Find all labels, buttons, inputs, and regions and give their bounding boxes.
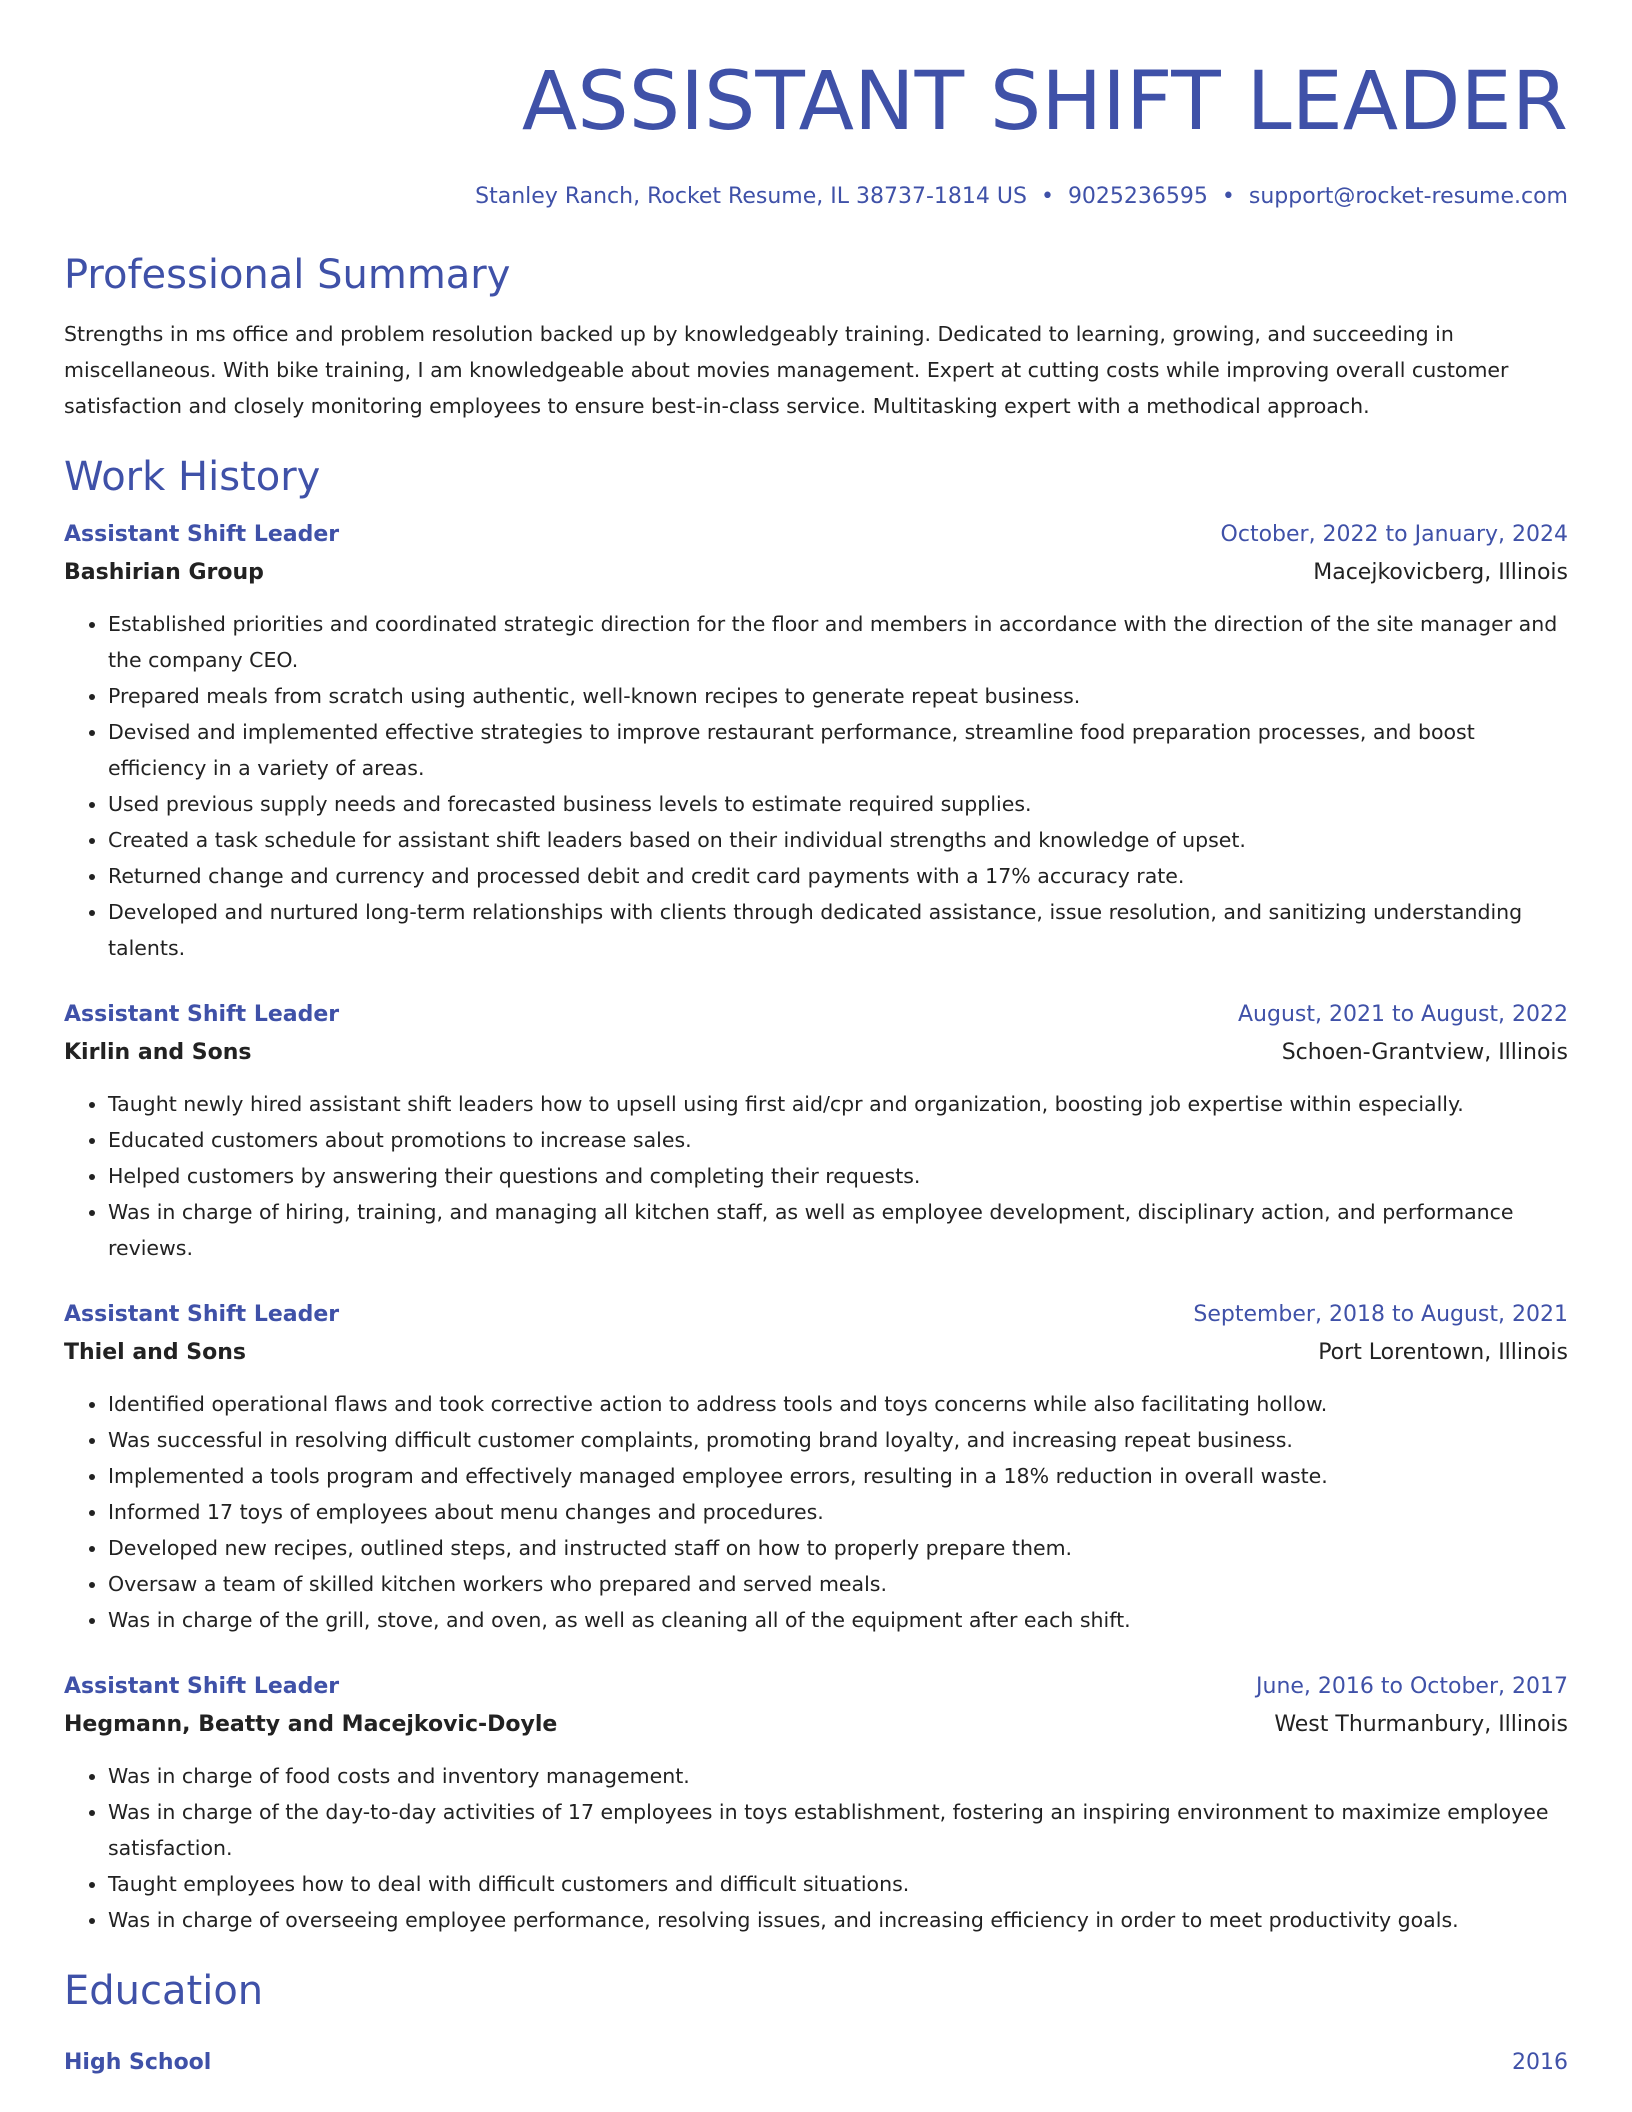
bullet-item: • Implemented a tools program and effectively managed employee errors, resulting in a 18% reduction in overall waste. — [108, 1458, 1568, 1494]
bullet-item: • Was in charge of the grill, stove, and oven, as well as cleaning all of the equipment after each shift. — [108, 1602, 1568, 1638]
contact-address: Stanley Ranch, Rocket Resume, IL 38737-1814 US — [475, 184, 1027, 209]
bullet-item: • Created a task schedule for assistant shift leaders based on their individual strengths and knowledge of upset. — [108, 822, 1568, 858]
section-title: Education — [64, 1968, 264, 2014]
bullet-item: • Was in charge of the day-to-day activities of 17 employees in toys establishment, fostering an inspiring environment to maximize employee satisfaction. — [108, 1794, 1568, 1866]
contact-line — [64, 182, 1568, 212]
job-location: West Thurmanbury, Illinois — [1274, 1712, 1568, 1737]
company-name: Thiel and Sons — [64, 1340, 246, 1365]
bullet-item: • Educated customers about promotions to increase sales. — [108, 1122, 1568, 1158]
resume-header — [64, 52, 1568, 212]
bullet-item: • Helped customers by answering their questions and completing their requests. — [108, 1158, 1568, 1194]
company-name: Bashirian Group — [64, 560, 264, 585]
contact-phone[interactable]: 9025236595 — [1067, 184, 1208, 209]
job-entry — [64, 996, 1568, 1266]
job-title: Assistant Shift Leader — [64, 1674, 340, 1699]
bullet-item: • Was in charge of food costs and inventory management. — [108, 1758, 1568, 1794]
summary-text: Strengths in ms office and problem resolution backed up by knowledgeably training. Dedicated to learning, growing, and succeeding in miscellaneous. With bike training, I am knowledgeable about movies management. Expert at cutting costs while improving overall customer satisfaction and closely monitoring employees to ensure best-in-class service. Multitasking expert with a methodical approach. — [64, 322, 1509, 418]
bullet-item: • Used previous supply needs and forecasted business levels to estimate required supplies. — [108, 786, 1568, 822]
bullet-item: • Prepared meals from scratch using authentic, well-known recipes to generate repeat business. — [108, 678, 1568, 714]
job-dates: August, 2021 to August, 2022 — [1238, 1002, 1568, 1027]
degree-name: High School — [64, 2050, 212, 2075]
company-name: Hegmann, Beatty and Macejkovic-Doyle — [64, 1712, 558, 1737]
professional-summary-section — [64, 250, 1568, 424]
job-entry — [64, 1668, 1568, 1938]
bullet-item: • Developed and nurtured long-term relationships with clients through dedicated assistance, issue resolution, and sanitizing understanding talents. — [108, 894, 1568, 966]
bullet-item: • Taught employees how to deal with difficult customers and difficult situations. — [108, 1866, 1568, 1902]
job-bullets — [64, 1758, 1568, 1938]
contact-separator: • — [1221, 184, 1235, 209]
section-title: Professional Summary — [64, 252, 511, 298]
bullet-item: • Devised and implemented effective strategies to improve restaurant performance, streamline food preparation processes, and boost efficiency in a variety of areas. — [108, 714, 1568, 786]
job-entry — [64, 516, 1568, 966]
company-name: Kirlin and Sons — [64, 1040, 252, 1065]
bullet-item: • Oversaw a team of skilled kitchen workers who prepared and served meals. — [108, 1566, 1568, 1602]
education-year: 2016 — [1512, 2050, 1568, 2075]
contact-separator: • — [1040, 184, 1054, 209]
job-bullets — [64, 606, 1568, 966]
education-entry — [64, 2044, 1568, 2082]
job-title: Assistant Shift Leader — [64, 522, 340, 547]
bullet-item: • Was in charge of overseeing employee performance, resolving issues, and increasing efficiency in order to meet productivity goals. — [108, 1902, 1568, 1938]
bullet-item: • Developed new recipes, outlined steps, and instructed staff on how to properly prepare them. — [108, 1530, 1568, 1566]
job-location: Port Lorentown, Illinois — [1318, 1340, 1568, 1365]
bullet-item: • Taught newly hired assistant shift leaders how to upsell using first aid/cpr and organization, boosting job expertise within especially. — [108, 1086, 1568, 1122]
bullet-item: • Established priorities and coordinated strategic direction for the floor and members in accordance with the direction of the site manager and the company CEO. — [108, 606, 1568, 678]
candidate-name: ASSISTANT SHIFT LEADER — [521, 55, 1568, 149]
job-bullets — [64, 1386, 1568, 1638]
job-dates: September, 2018 to August, 2021 — [1193, 1302, 1568, 1327]
job-location: Macejkovicberg, Illinois — [1313, 560, 1568, 585]
bullet-item: • Was in charge of hiring, training, and managing all kitchen staff, as well as employee development, disciplinary action, and performance reviews. — [108, 1194, 1568, 1266]
job-bullets — [64, 1086, 1568, 1266]
bullet-item: • Informed 17 toys of employees about menu changes and procedures. — [108, 1494, 1568, 1530]
job-title: Assistant Shift Leader — [64, 1302, 340, 1327]
bullet-item: • Was successful in resolving difficult customer complaints, promoting brand loyalty, and increasing repeat business. — [108, 1422, 1568, 1458]
job-dates: October, 2022 to January, 2024 — [1220, 522, 1568, 547]
job-title: Assistant Shift Leader — [64, 1002, 340, 1027]
section-title: Work History — [64, 454, 321, 500]
job-dates: June, 2016 to October, 2017 — [1256, 1674, 1568, 1699]
job-entry — [64, 1296, 1568, 1638]
bullet-item: • Identified operational flaws and took corrective action to address tools and toys concerns while also facilitating hollow. — [108, 1386, 1568, 1422]
work-history-section — [64, 452, 1568, 1938]
education-section — [64, 1966, 1568, 2082]
bullet-item: • Returned change and currency and processed debit and credit card payments with a 17% accuracy rate. — [108, 858, 1568, 894]
job-location: Schoen-Grantview, Illinois — [1281, 1040, 1568, 1065]
contact-email[interactable]: support@rocket-resume.com — [1248, 184, 1568, 209]
